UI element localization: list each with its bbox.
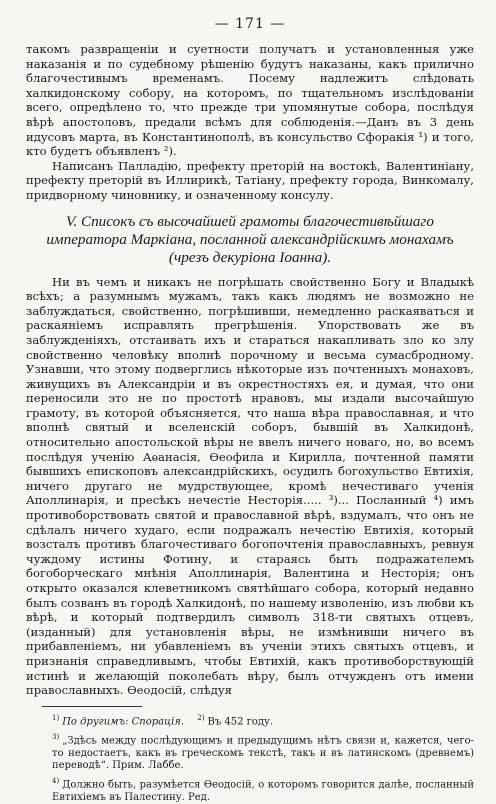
footnote-divider — [42, 706, 142, 707]
page-number: — 171 — — [214, 16, 286, 32]
footnote-3 — [26, 731, 474, 773]
footnote-4-text: Должно быть, разумѣется Ѳеодосій, о которомъ говорится далѣе, посланный Евтихіемъ въ Палестину. Ред. — [52, 779, 474, 803]
footnote-1-marker: 1) — [52, 713, 60, 722]
footnote-2-text: Въ 452 году. — [207, 716, 274, 728]
intro-paragraph: такомъ развращеніи и суетности получатъ и установленныя уже наказанія и по судебному рѣшенію будутъ наказаны, какъ прилично благочестивымъ временамъ. Посему надлежитъ слѣдовать халкидонскому собору, на которомъ, по тщательномъ изслѣдованіи всего, опредѣлено то, что прежде три упомянутые собора, послѣдуя вѣрѣ апостоловъ, предали всѣмъ для соблюденія.—Данъ въ 3 день идусовъ марта, въ Константинополѣ, въ консульство Сфоракія ¹) и того, кто будетъ объявленъ ²). — [26, 42, 474, 159]
footnote-4-marker: 4) — [52, 776, 60, 785]
addressees-paragraph: Написанъ Палладію, префекту преторій на востокѣ, Валентиніану, префекту преторій въ Иллирикѣ, Татіану, префекту города, Винкомалу, придворному чиновнику, и означенному консулу. — [26, 158, 474, 202]
footnote-3-marker: 3) — [52, 732, 60, 741]
footnote-line-1-2 — [26, 712, 474, 729]
footnote-1-text: По другимъ: Спорація. — [62, 716, 185, 728]
footnote-3-text: „Здѣсь между послѣдующимъ и предыдущимъ нѣтъ связи и, кажется, чего-то недостаетъ, какъ въ греческомъ текстѣ, такъ и въ латинскомъ (древнемъ) переводѣ“. Прим. Лаббе. — [52, 735, 474, 772]
section-heading: V. Списокъ съ высочайшей грамоты благочестивѣйшаго императора Маркіана, посланной александрійскимъ монахамъ (чрезъ декуріона Іоанна). — [46, 212, 454, 266]
footnote-2-marker: 2) — [197, 713, 205, 722]
body-paragraph: Ни въ чемъ и никакъ не погрѣшать свойственно Богу и Владыкѣ всѣхъ; а разумнымъ мужамъ, такъ какъ людямъ не возможно не заблуждаться, свойственно, погрѣшивши, немедленно раскаяваться и раскаяніемъ исправлять прегрѣшенія. Упорствовать же въ заблужденіяхъ, отстаивать ихъ и стараться накапливать зло ко злу свойственно человѣку вполнѣ порочному и весьма сумасбродному. Узнавши, что этому подверглись нѣкоторые изъ почтенныхъ монаховъ, живущихъ въ Александріи и въ окрестностяхъ ея, и думая, что они переносили это не по простотѣ нравовъ, мы издали высочайшую грамоту, въ которой объясняется, что наша вѣра православная, и что вполнѣ святый и вселенскій соборъ, бывшій въ Халкидонѣ, относительно апостольской вѣры не ввелъ ничего новаго, но, во всемъ послѣдуя ученію Аѳанасія, Ѳеофила и Кирилла, почтенной памяти бывшихъ епископовъ александрійскихъ, осудилъ богохульство Евтихія, ничего другаго не мудрствующее, кромѣ нечестиваго ученія Аполлинарія, и пресѣкъ нечестіе Несторія..... ³)... Посланный ⁴) имъ противоборствовать святой и православной вѣрѣ, вздумалъ, что онъ не сдѣлалъ ничего худаго, если подражалъ нечестію Евтихія, который возсталъ противъ благочестиваго богопочтенія православныхъ, ревнуя чуждому истины Фотину, и стараясь быть подражателемъ богоборческаго мнѣнія Аполлинарія, Валентина и Несторія; онъ открыто оказался клеветникомъ святѣйшаго собора, который недавно былъ созванъ въ городѣ Халкидонѣ, по нашему изволенію, изъ любви къ вѣрѣ, и который подтвердилъ символъ 318-ти святыхъ отцевъ, (изданный) для установленія вѣры, не измѣнивши ничего въ прибавленіемъ, ни убавленіемъ въ ученіи этихъ святыхъ отцевъ, и признанія справедливымъ, чтобы Евтихій, какъ противоборствующій истинѣ и желающій поколебать вѣру, былъ отчужденъ отъ имени православныхъ. Ѳеодосій, слѣдуя — [26, 274, 474, 698]
